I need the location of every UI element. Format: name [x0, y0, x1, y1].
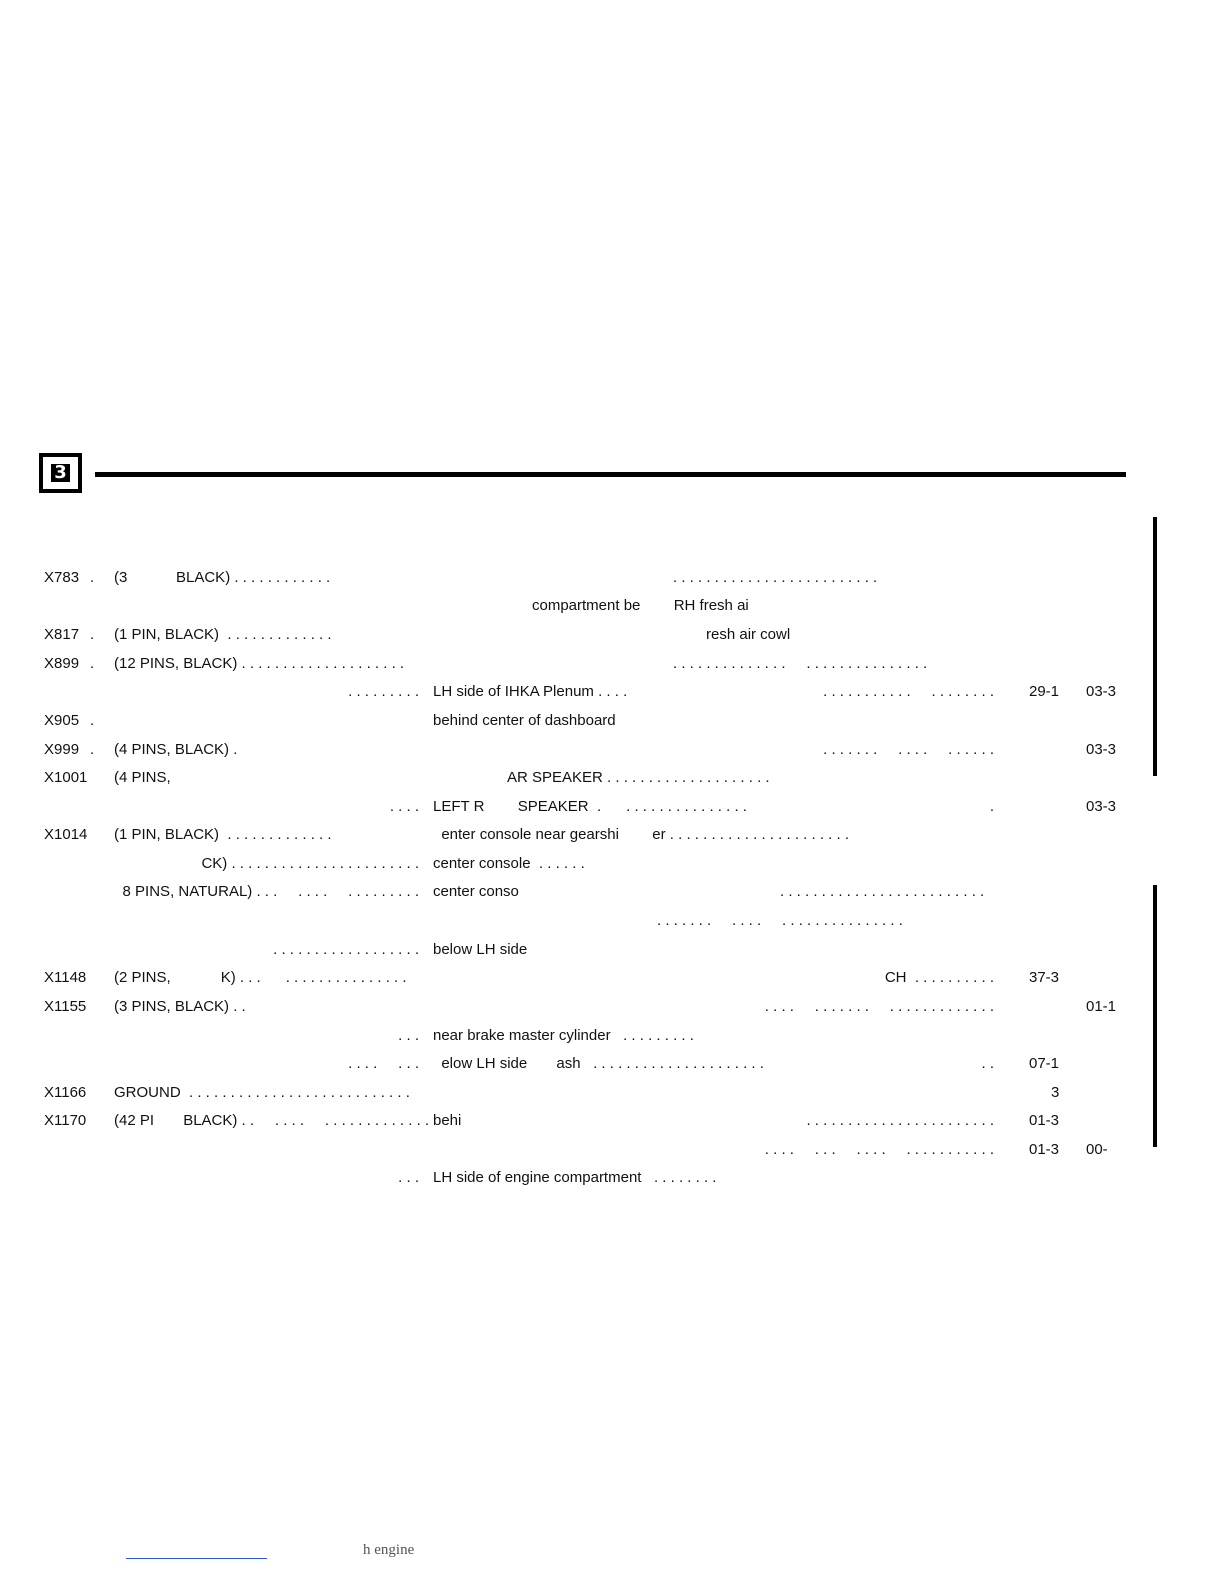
component-dots: . . — [981, 1055, 994, 1072]
table-row — [0, 1027, 1224, 1047]
leader-dot: . — [90, 569, 95, 586]
table-row — [0, 1084, 1224, 1104]
connector-description: (4 PINS, — [114, 769, 171, 786]
page-ref: 37-3 — [1029, 969, 1060, 986]
page-ref: 07-1 — [1029, 1055, 1060, 1072]
component-dots: . . . . . . . . . . . . . . . . . . . . . . . — [806, 1112, 994, 1129]
location-text: near brake master cylinder . . . . . . . . . — [433, 1027, 694, 1044]
connector-description: (2 PINS, K) . . . . . . . . . . . . . . . . . . — [114, 969, 407, 986]
component-dots: . . . . . . . . . . . . . . . . . . . . . . — [764, 1141, 994, 1158]
component-dots: . . . . . . . . . . . . . . . . . . . . . . . . . — [780, 883, 985, 900]
table-row — [0, 941, 1224, 961]
location-text: center console . . . . . . — [433, 855, 585, 872]
table-row — [0, 855, 1224, 875]
page-ref-2: 00- — [1086, 1141, 1108, 1158]
connector-id: X1170 — [44, 1112, 87, 1129]
page-ref-2: 03-3 — [1086, 798, 1117, 815]
table-row — [0, 626, 1224, 646]
leader-dots: 8 PINS, NATURAL) . . . . . . . . . . . . . . . . — [122, 883, 419, 900]
page-ref: 29-1 — [1029, 683, 1060, 700]
connector-id: X899 — [44, 655, 80, 672]
connector-id: X1166 — [44, 1084, 87, 1101]
connector-description: (1 PIN, BLACK) . . . . . . . . . . . . . — [114, 626, 332, 643]
table-row — [0, 1169, 1224, 1189]
leader-dot: . — [90, 712, 95, 729]
table-row — [0, 741, 1224, 761]
component-dots: . . . . . . . . . . . . . . . . . . . — [823, 683, 994, 700]
connector-id: X905 — [44, 712, 80, 729]
leader-dots: . . . . . . . — [348, 1055, 419, 1072]
leader-dots: . . . . — [389, 798, 419, 815]
connector-id: X1001 — [44, 769, 88, 786]
table-row — [0, 769, 1224, 789]
table-row — [0, 883, 1224, 903]
connector-description: GROUND . . . . . . . . . . . . . . . . . . . . . . . . . . . — [114, 1084, 410, 1101]
leader-dots: . . . — [398, 1169, 419, 1186]
location-text: below LH side — [433, 941, 528, 958]
connector-id: X1014 — [44, 826, 88, 843]
table-row — [0, 569, 1224, 589]
table-row — [0, 969, 1224, 989]
connector-description: (3 — [114, 569, 128, 586]
component-dots: CH . . . . . . . . . . — [884, 969, 994, 986]
connector-description: (4 PINS, BLACK) . — [114, 741, 238, 758]
table-row — [0, 826, 1224, 846]
component-dots: . — [989, 798, 994, 815]
location-text: LH side of engine compartment . . . . . . . . — [433, 1169, 717, 1186]
footer-text: h engine — [363, 1542, 415, 1558]
location-text: behi — [433, 1112, 462, 1129]
page-ref: 01-3 — [1029, 1141, 1060, 1158]
table-row — [0, 912, 1224, 932]
location-text: LH side of IHKA Plenum . . . . — [433, 683, 628, 700]
table-row — [0, 597, 1224, 617]
leader-dots: . . . . . . . . . . . . . . . . . . — [273, 941, 419, 958]
page-ref: 3 — [1051, 1084, 1060, 1101]
table-row — [0, 1112, 1224, 1132]
connector-id: X1148 — [44, 969, 87, 986]
change-bar-top — [1153, 517, 1157, 776]
component-dots: . . . . . . . . . . . . . . . . . . . . . . . . . . — [657, 912, 903, 929]
connector-description-2: BLACK) . . . . . . . . . . . . — [176, 569, 331, 586]
connector-description: (3 PINS, BLACK) . . — [114, 998, 246, 1015]
leader-dot: . — [90, 655, 95, 672]
page-ref-2: 03-3 — [1086, 741, 1117, 758]
table-row — [0, 998, 1224, 1018]
location-text: resh air cowl — [706, 626, 791, 643]
section-badge — [39, 453, 82, 493]
table-row — [0, 1055, 1224, 1075]
component-dots: . . . . . . . . . . . . . . . . . — [823, 741, 994, 758]
location-text: enter console near gearshi er . . . . . . . . . . . . . . . . . . . . . . — [433, 826, 849, 843]
connector-id: X817 — [44, 626, 80, 643]
leader-dots: . . . — [398, 1027, 419, 1044]
location-dots: . . . . . . . . . . . . . . . . . . . . . . . . . — [673, 569, 878, 586]
leader-dots: . . . . . . . . . — [348, 683, 419, 700]
leader-dots: CK) . . . . . . . . . . . . . . . . . . . . . . . — [201, 855, 419, 872]
leader-dot: . — [90, 741, 95, 758]
connector-description: (12 PINS, BLACK) . . . . . . . . . . . . . . . . . . . . — [114, 655, 405, 672]
location-text: center conso — [433, 883, 519, 900]
connector-description: (1 PIN, BLACK) . . . . . . . . . . . . . — [114, 826, 332, 843]
leader-dot: . — [90, 626, 95, 643]
table-row — [0, 1141, 1224, 1161]
page-ref-2: 01-1 — [1086, 998, 1117, 1015]
table-row — [0, 683, 1224, 703]
location-text-2: AR SPEAKER . . . . . . . . . . . . . . . . . . . . — [507, 769, 770, 786]
connector-id: X999 — [44, 741, 80, 758]
table-row — [0, 712, 1224, 732]
location-text: elow LH side ash . . . . . . . . . . . . . . . . . . . . . — [433, 1055, 764, 1072]
section-number: 3 — [51, 464, 70, 482]
page-ref: 01-3 — [1029, 1112, 1060, 1129]
location-text: LEFT R SPEAKER . . . . . . . . . . . . . . . . — [433, 798, 747, 815]
connector-id: X1155 — [44, 998, 87, 1015]
page-ref-2: 03-3 — [1086, 683, 1117, 700]
connector-id: X783 — [44, 569, 80, 586]
footer-link[interactable] — [126, 1558, 267, 1559]
location-text: behind center of dashboard — [433, 712, 616, 729]
header-rule — [95, 472, 1126, 477]
component-dots: . . . . . . . . . . . . . . . . . . . . . . . . — [764, 998, 994, 1015]
location-text: compartment be RH fresh ai — [532, 597, 749, 614]
table-row — [0, 798, 1224, 818]
table-row — [0, 655, 1224, 675]
connector-description: (42 PI BLACK) . . . . . . . . . . . . . . . . . . . — [114, 1112, 430, 1129]
location-dots: . . . . . . . . . . . . . . . . . . . . . . . . . . . . . — [673, 655, 928, 672]
